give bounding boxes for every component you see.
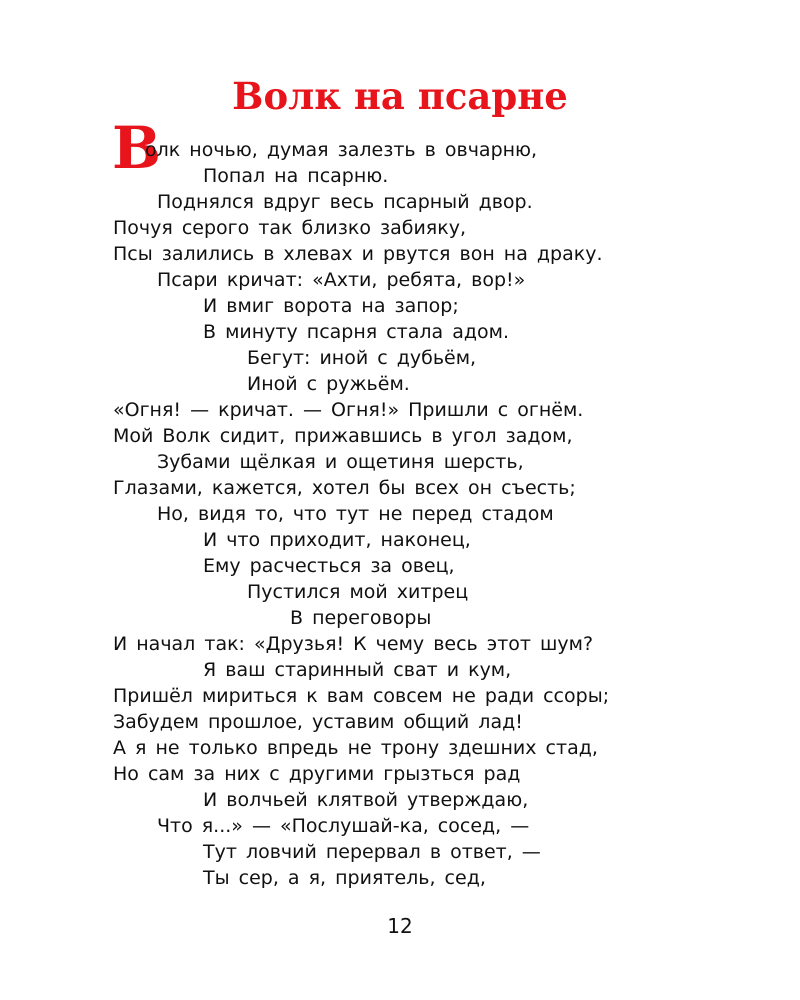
poem-line: Бегут: иной с дубьём, [247, 347, 477, 369]
page-number: 12 [387, 914, 413, 938]
poem-line: Иной с ружьём. [247, 373, 410, 395]
poem-line: Тут ловчий перервал в ответ, — [203, 841, 541, 863]
poem-line: А я не только впредь не трону здешних стад, [113, 737, 598, 759]
poem-line: И начал так: «Друзья! К чему весь этот шум? [113, 633, 594, 655]
poem-line: Зубами щёлкая и ощетиня шерсть, [157, 451, 524, 473]
poem-line: Что я...» — «Послушай-ка, сосед, — [157, 815, 530, 837]
poem-line: Но сам за них с другими грызться рад [113, 763, 521, 785]
poem-line: В минуту псарня стала адом. [203, 321, 509, 343]
poem-line: И вмиг ворота на запор; [203, 295, 459, 317]
poem-line: олк ночью, думая залезть в овчарню, [145, 139, 538, 161]
poem-line: Глазами, кажется, хотел бы всех он съесть; [113, 477, 576, 499]
poem-line: Но, видя то, что тут не перед стадом [157, 503, 554, 525]
poem-line: Пустился мой хитрец [247, 581, 469, 603]
poem-line: Забудем прошлое, уставим общий лад! [113, 711, 523, 733]
poem-line: Пришёл мириться к вам совсем не ради ссоры; [113, 685, 610, 707]
poem-line: Мой Волк сидит, прижавшись в угол задом, [113, 425, 573, 447]
poem-line: И что приходит, наконец, [203, 529, 471, 551]
drop-cap-letter: В [112, 114, 162, 182]
poem-line: «Огня! — кричат. — Огня!» Пришли с огнём. [113, 399, 584, 421]
poem-line: Ты сер, а я, приятель, сед, [203, 867, 486, 889]
poem-line: Попал на псарню. [203, 165, 389, 187]
poem-line: Поднялся вдруг весь псарный двор. [157, 191, 533, 213]
poem-line: Псари кричат: «Ахти, ребята, вор!» [157, 269, 526, 291]
poem-line: Я ваш старинный сват и кум, [203, 659, 512, 681]
poem-title: Волк на псарне [232, 74, 568, 118]
poem-line: Псы залились в хлевах и рвутся вон на драку. [113, 243, 603, 265]
poem-line: Почуя серого так близко забияку, [113, 217, 466, 239]
poem-line: В переговоры [290, 607, 432, 629]
poem-line: Ему расчесться за овец, [203, 555, 455, 577]
poem-line: И волчьей клятвой утверждаю, [203, 789, 529, 811]
